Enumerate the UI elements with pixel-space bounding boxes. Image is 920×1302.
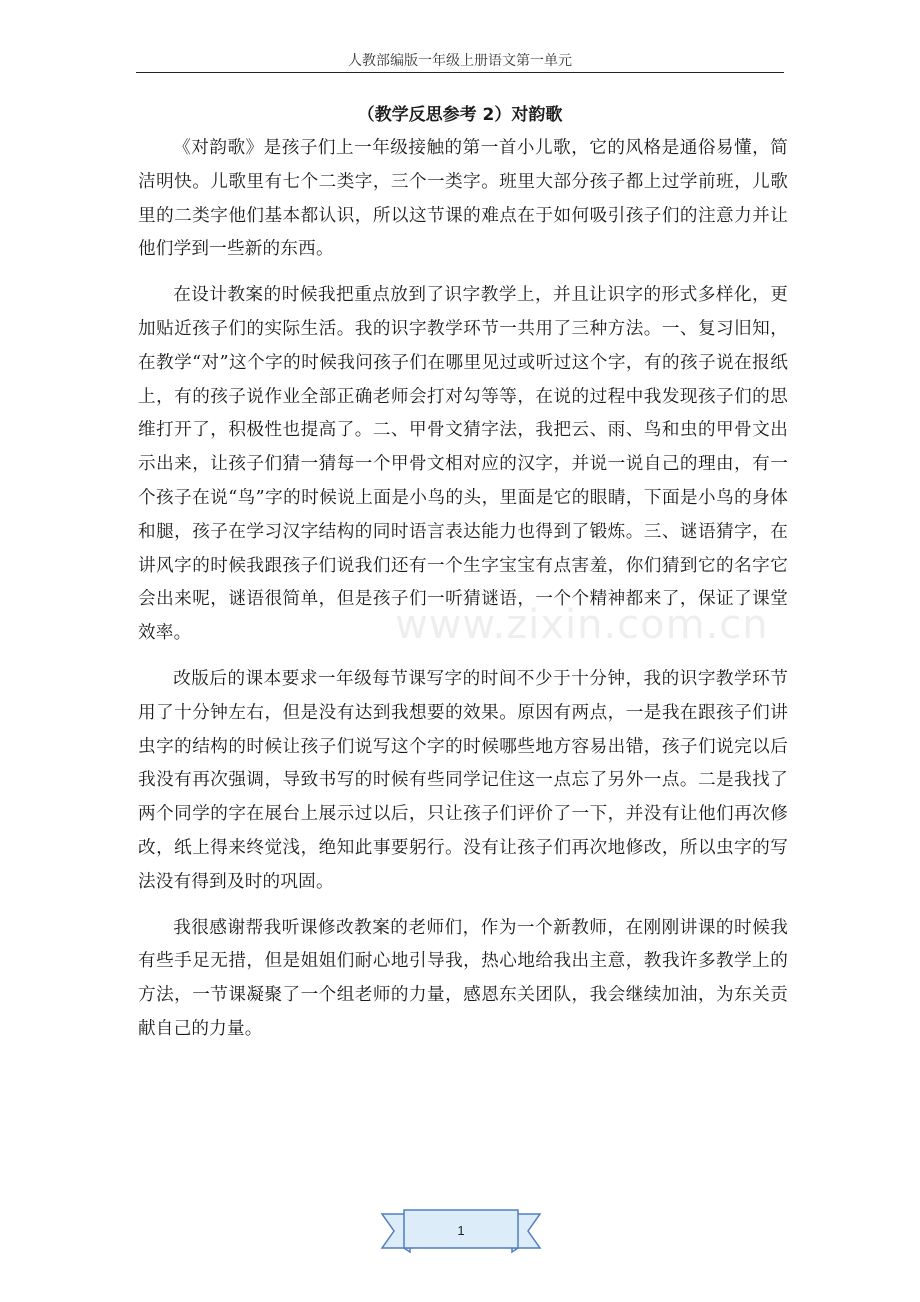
paragraph-2: 在设计教案的时候我把重点放到了识字教学上，并且让识字的形式多样化，更加贴近孩子们的实际生活。我的识字教学环节一共用了三种方法。一、复习旧知，在教学“对”这个字的时候我问孩子们在哪里见过或听过这个字，有的孩子说在报纸上，有的孩子说作业全部正确老师会打对勾等等，在说的过程中我发现孩子们的思维打开了，积极性也提高了。二、甲骨文猜字法，我把云、雨、鸟和虫的甲骨文出示出来，让孩子们猜一猜每一个甲骨文相对应的汉字，并说一说自己的理由，有一个孩子在说“鸟”字的时候说上面是小鸟的头，里面是它的眼睛，下面是小鸟的身体和腿，孩子在学习汉字结构的同时语言表达能力也得到了锻炼。三、谜语猜字，在讲风字的时候我跟孩子们说我们还有一个生字宝宝有点害羞，你们猜到它的名字它会出来呢，谜语很简单，但是孩子们一听猜谜语，一个个精神都来了，保证了课堂效率。	[138, 285, 788, 644]
paragraph-1: 《对韵歌》是孩子们上一年级接触的第一首小儿歌，它的风格是通俗易懂，简洁明快。儿歌里有七个二类字，三个一类字。班里大部分孩子都上过学前班，儿歌里的二类字他们基本都认识，所以这节课的难点在于如何吸引孩子们的注意力并让他们学到一些新的东西。	[138, 138, 788, 260]
paragraph-3: 改版后的课本要求一年级每节课写字的时间不少于十分钟，我的识字教学环节用了十分钟左右，但是没有达到我想要的效果。原因有两点，一是我在跟孩子们讲虫字的结构的时候让孩子们说写这个字的时候哪些地方容易出错，孩子们说完以后我没有再次强调，导致书写的时候有些同学记住这一点忘了另外一点。二是我找了两个同学的字在展台上展示过以后，只让孩子们评价了一下，并没有让他们再次修改，纸上得来终觉浅，绝知此事要躬行。没有让孩子们再次地修改，所以虫字的写法没有得到及时的巩固。	[138, 668, 788, 892]
page-number: 1	[457, 1223, 465, 1238]
page-header	[136, 50, 784, 73]
watermark: www.zixin.com.cn	[395, 602, 769, 648]
document-title: （教学反思参考 2）对韵歌	[357, 105, 563, 125]
document-body	[138, 132, 788, 1059]
paragraph-4: 我很感谢帮我听课修改教案的老师们，作为一个新教师，在刚刚讲课的时候我有些手足无措，但是姐姐们耐心地引导我，热心地给我出主意，教我许多教学上的方法，一节课凝聚了一个组老师的力量，感恩东关团队，我会继续加油，为东关贡献自己的力量。	[138, 917, 788, 1039]
header-text: 人教部编版一年级上册语文第一单元	[348, 53, 572, 69]
